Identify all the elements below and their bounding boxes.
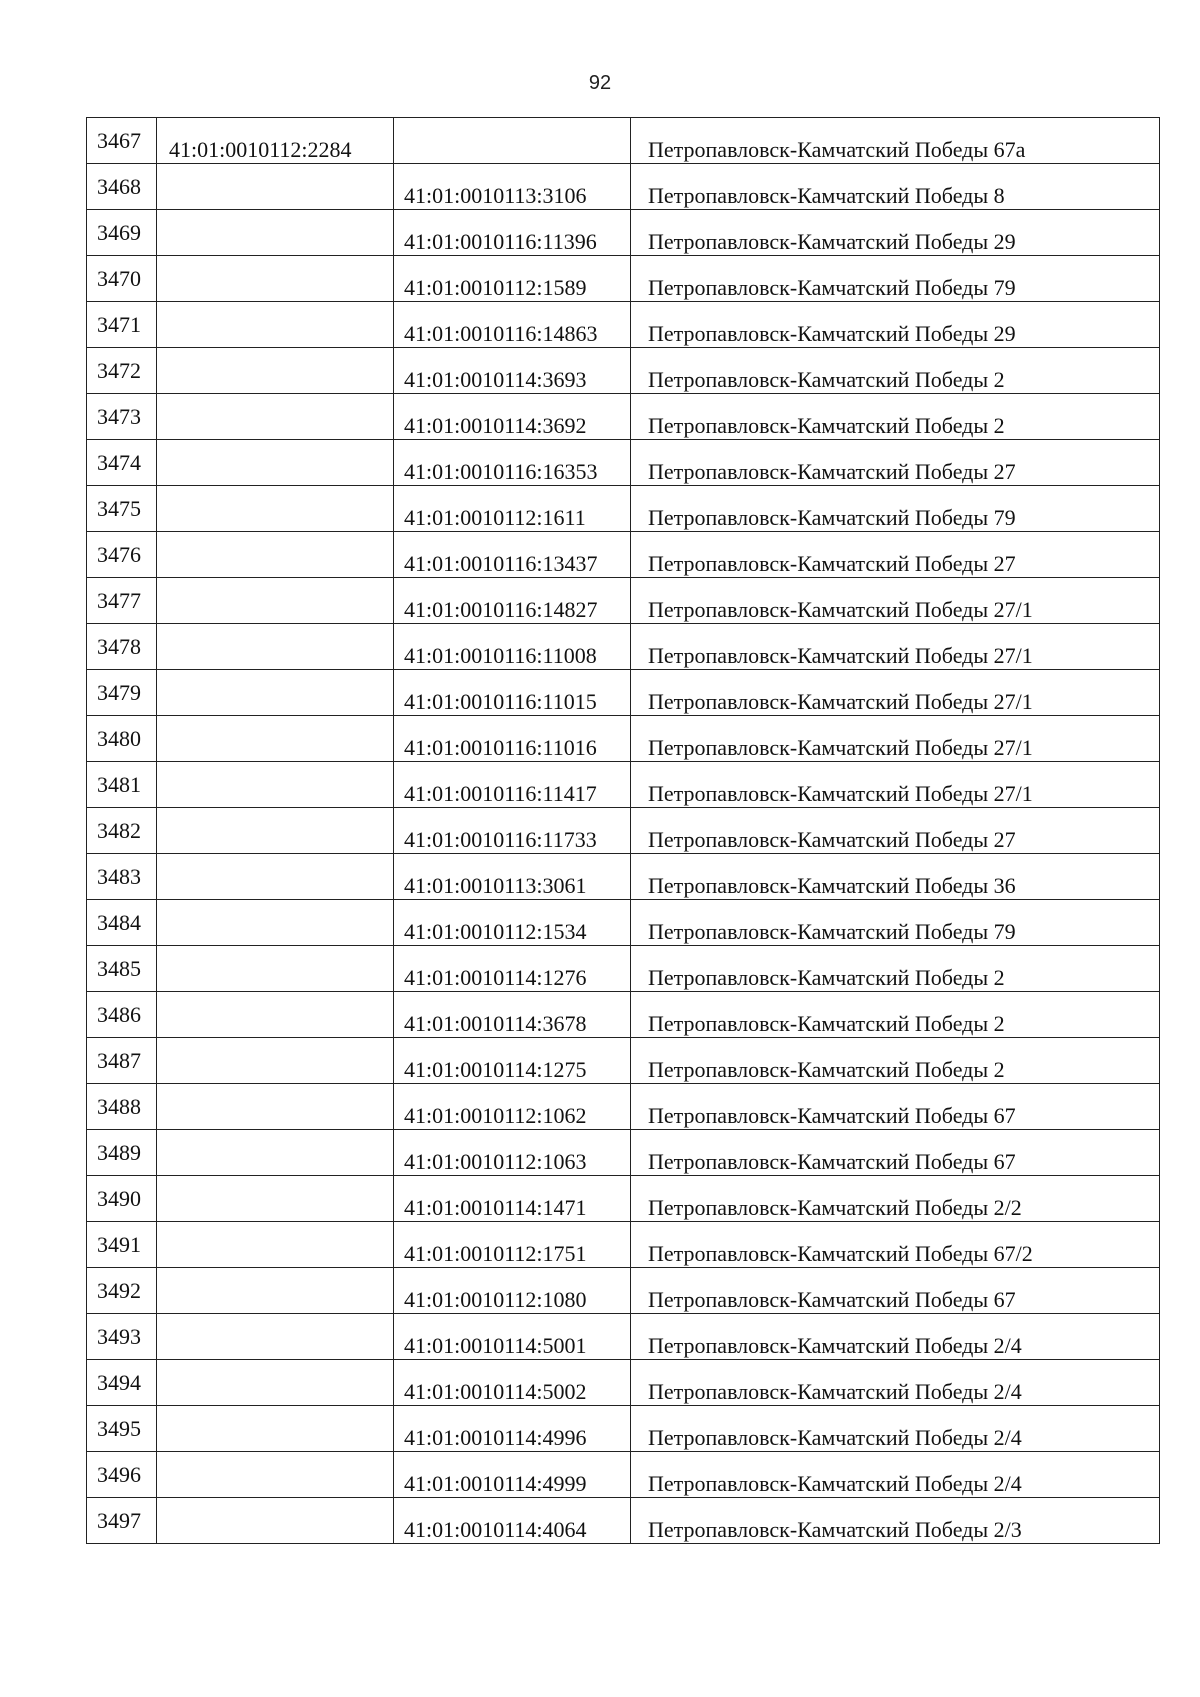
address-text: Петропавловск-Камчатский Победы 67/2 [648,1241,1033,1266]
table-row [87,624,1160,670]
row-number-cell [87,992,157,1038]
address-text: Петропавловск-Камчатский Победы 2 [648,413,1005,438]
row-number-cell [87,670,157,716]
address-cell [631,854,1160,900]
cadastral-number-2-cell [394,624,631,670]
cadastral-number-2-cell [394,946,631,992]
row-number-text: 3496 [97,1462,141,1487]
address-text: Петропавловск-Камчатский Победы 79 [648,505,1016,530]
row-number-text: 3495 [97,1416,141,1441]
address-text: Петропавловск-Камчатский Победы 29 [648,321,1016,346]
table-row [87,532,1160,578]
cadastral-number-2-cell [394,1314,631,1360]
address-text: Петропавловск-Камчатский Победы 27/1 [648,643,1033,668]
table-row [87,1498,1160,1544]
cadastral-number-1-cell [157,118,394,164]
row-number-text: 3488 [97,1094,141,1119]
row-number-cell [87,1038,157,1084]
cadastral-number-2-cell [394,716,631,762]
cadastral-number-2-text: 41:01:0010116:14827 [404,597,598,622]
address-text: Петропавловск-Камчатский Победы 2/4 [648,1379,1022,1404]
row-number-text: 3487 [97,1048,141,1073]
cadastral-number-2-cell [394,1130,631,1176]
row-number-cell [87,854,157,900]
address-cell [631,164,1160,210]
row-number-text: 3476 [97,542,141,567]
table-row [87,210,1160,256]
cadastral-number-2-cell [394,256,631,302]
row-number-text: 3490 [97,1186,141,1211]
cadastral-number-1-cell [157,1130,394,1176]
address-text: Петропавловск-Камчатский Победы 79 [648,275,1016,300]
cadastral-number-2-cell [394,1268,631,1314]
row-number-cell [87,256,157,302]
cadastral-number-2-cell [394,762,631,808]
address-cell [631,348,1160,394]
table-row [87,1268,1160,1314]
cadastral-number-2-text: 41:01:0010112:1080 [404,1287,587,1312]
cadastral-number-2-text: 41:01:0010112:1751 [404,1241,587,1266]
cadastral-number-2-cell [394,1038,631,1084]
row-number-cell [87,486,157,532]
address-text: Петропавловск-Камчатский Победы 2 [648,1057,1005,1082]
table-row [87,302,1160,348]
cadastral-number-2-cell [394,670,631,716]
table-row [87,670,1160,716]
cadastral-number-2-cell [394,1084,631,1130]
cadastral-number-2-text: 41:01:0010116:11016 [404,735,597,760]
cadastral-number-1-cell [157,210,394,256]
table-row [87,1038,1160,1084]
row-number-text: 3477 [97,588,141,613]
row-number-text: 3480 [97,726,141,751]
address-cell [631,440,1160,486]
table-row [87,1084,1160,1130]
cadastral-number-2-cell [394,348,631,394]
row-number-cell [87,808,157,854]
address-text: Петропавловск-Камчатский Победы 67а [648,137,1026,162]
cadastral-number-2-text: 41:01:0010112:1589 [404,275,587,300]
table-row [87,762,1160,808]
address-text: Петропавловск-Камчатский Победы 2/4 [648,1333,1022,1358]
cadastral-number-1-cell [157,762,394,808]
cadastral-number-1-cell [157,900,394,946]
row-number-text: 3469 [97,220,141,245]
table-row [87,256,1160,302]
address-text: Петропавловск-Камчатский Победы 67 [648,1103,1016,1128]
row-number-text: 3484 [97,910,141,935]
cadastral-number-1-cell [157,946,394,992]
cadastral-number-2-text: 41:01:0010114:3693 [404,367,587,392]
cadastral-number-2-text: 41:01:0010114:3692 [404,413,587,438]
row-number-cell [87,1406,157,1452]
cadastral-number-1-cell [157,1222,394,1268]
cadastral-number-2-text: 41:01:0010112:1063 [404,1149,587,1174]
row-number-cell [87,1360,157,1406]
row-number-text: 3473 [97,404,141,429]
cadastral-number-1-cell [157,1038,394,1084]
cadastral-number-2-text: 41:01:0010114:4999 [404,1471,587,1496]
address-text: Петропавловск-Камчатский Победы 2/4 [648,1471,1022,1496]
address-cell [631,1452,1160,1498]
row-number-cell [87,1498,157,1544]
row-number-cell [87,1176,157,1222]
row-number-text: 3467 [97,128,141,153]
address-text: Петропавловск-Камчатский Победы 36 [648,873,1016,898]
address-text: Петропавловск-Камчатский Победы 2 [648,965,1005,990]
cadastral-number-1-cell [157,1268,394,1314]
address-cell [631,762,1160,808]
address-text: Петропавловск-Камчатский Победы 27/1 [648,689,1033,714]
row-number-text: 3474 [97,450,141,475]
address-cell [631,1498,1160,1544]
cadastral-number-2-cell [394,394,631,440]
cadastral-number-2-text: 41:01:0010113:3106 [404,183,587,208]
address-cell [631,1038,1160,1084]
cadastral-number-1-text [157,1541,393,1543]
address-cell [631,808,1160,854]
cadastral-number-2-cell [394,1406,631,1452]
table-body [87,118,1160,1544]
row-number-cell [87,946,157,992]
cadastral-number-1-cell [157,302,394,348]
address-cell [631,256,1160,302]
row-number-cell [87,900,157,946]
cadastral-number-2-text: 41:01:0010116:11008 [404,643,597,668]
cadastral-number-1-cell [157,1452,394,1498]
row-number-text: 3485 [97,956,141,981]
address-cell [631,302,1160,348]
table-row [87,486,1160,532]
cadastral-number-1-cell [157,1084,394,1130]
cadastral-number-1-cell [157,670,394,716]
table-row [87,808,1160,854]
cadastral-number-2-cell [394,900,631,946]
cadastral-number-2-cell [394,808,631,854]
row-number-cell [87,1222,157,1268]
row-number-cell [87,348,157,394]
cadastral-number-2-cell [394,210,631,256]
table-row [87,854,1160,900]
cadastral-number-1-cell [157,486,394,532]
address-text: Петропавловск-Камчатский Победы 2 [648,1011,1005,1036]
address-cell [631,992,1160,1038]
cadastral-number-2-text: 41:01:0010114:1471 [404,1195,587,1220]
cadastral-number-1-cell [157,854,394,900]
property-registry-table [86,117,1160,1544]
address-text: Петропавловск-Камчатский Победы 27/1 [648,781,1033,806]
row-number-cell [87,164,157,210]
address-text: Петропавловск-Камчатский Победы 67 [648,1287,1016,1312]
cadastral-number-2-text: 41:01:0010116:11417 [404,781,597,806]
row-number-text: 3492 [97,1278,141,1303]
cadastral-number-1-cell [157,1360,394,1406]
table-row [87,716,1160,762]
address-text: Петропавловск-Камчатский Победы 27 [648,827,1016,852]
table-row [87,394,1160,440]
row-number-cell [87,118,157,164]
cadastral-number-2-text: 41:01:0010114:1276 [404,965,587,990]
row-number-cell [87,440,157,486]
row-number-text: 3468 [97,174,141,199]
cadastral-number-2-cell [394,532,631,578]
cadastral-number-2-cell [394,164,631,210]
cadastral-number-2-cell [394,1360,631,1406]
table-row [87,900,1160,946]
row-number-cell [87,394,157,440]
address-text: Петропавловск-Камчатский Победы 8 [648,183,1005,208]
row-number-text: 3486 [97,1002,141,1027]
address-cell [631,1406,1160,1452]
address-cell [631,624,1160,670]
cadastral-number-2-text: 41:01:0010116:11733 [404,827,597,852]
row-number-text: 3475 [97,496,141,521]
address-cell [631,210,1160,256]
row-number-cell [87,210,157,256]
cadastral-number-2-cell [394,1176,631,1222]
address-text: Петропавловск-Камчатский Победы 27 [648,459,1016,484]
address-cell [631,486,1160,532]
cadastral-number-2-text: 41:01:0010116:11015 [404,689,597,714]
cadastral-number-2-text: 41:01:0010116:14863 [404,321,598,346]
address-text: Петропавловск-Камчатский Победы 27 [648,551,1016,576]
cadastral-number-2-cell [394,1222,631,1268]
cadastral-number-1-cell [157,992,394,1038]
cadastral-number-1-cell [157,440,394,486]
address-cell [631,900,1160,946]
table-row [87,578,1160,624]
address-text: Петропавловск-Камчатский Победы 27/1 [648,597,1033,622]
row-number-cell [87,762,157,808]
cadastral-number-2-cell [394,854,631,900]
row-number-text: 3494 [97,1370,141,1395]
address-text: Петропавловск-Камчатский Победы 67 [648,1149,1016,1174]
cadastral-number-2-text: 41:01:0010114:4996 [404,1425,587,1450]
address-cell [631,1360,1160,1406]
row-number-text: 3470 [97,266,141,291]
row-number-cell [87,1452,157,1498]
row-number-text: 3493 [97,1324,141,1349]
row-number-cell [87,624,157,670]
cadastral-number-2-cell [394,118,631,164]
row-number-text: 3478 [97,634,141,659]
address-text: Петропавловск-Камчатский Победы 27/1 [648,735,1033,760]
cadastral-number-2-text: 41:01:0010112:1062 [404,1103,587,1128]
address-cell [631,532,1160,578]
table-row [87,1360,1160,1406]
row-number-text: 3482 [97,818,141,843]
cadastral-number-2-cell [394,440,631,486]
row-number-cell [87,1268,157,1314]
address-cell [631,1130,1160,1176]
table-row [87,1130,1160,1176]
table-row [87,946,1160,992]
table-row [87,1222,1160,1268]
row-number-cell [87,1314,157,1360]
cadastral-number-2-cell [394,302,631,348]
table-row [87,1406,1160,1452]
address-cell [631,1268,1160,1314]
address-text: Петропавловск-Камчатский Победы 2 [648,367,1005,392]
page-number: 92 [588,72,612,94]
table-row [87,440,1160,486]
cadastral-number-2-text: 41:01:0010112:1611 [404,505,586,530]
cadastral-number-2-text: 41:01:0010114:5002 [404,1379,587,1404]
table-row [87,992,1160,1038]
row-number-cell [87,716,157,762]
cadastral-number-1-cell [157,624,394,670]
row-number-cell [87,302,157,348]
cadastral-number-1-cell [157,164,394,210]
address-text: Петропавловск-Камчатский Победы 79 [648,919,1016,944]
cadastral-number-1-cell [157,1498,394,1544]
table-row [87,348,1160,394]
address-cell [631,1222,1160,1268]
row-number-text: 3471 [97,312,141,337]
address-cell [631,118,1160,164]
address-cell [631,1314,1160,1360]
cadastral-number-2-text: 41:01:0010114:5001 [404,1333,587,1358]
row-number-cell [87,578,157,624]
table-row [87,118,1160,164]
row-number-text: 3472 [97,358,141,383]
row-number-text: 3489 [97,1140,141,1165]
address-cell [631,716,1160,762]
address-cell [631,394,1160,440]
cadastral-number-2-text: 41:01:0010114:1275 [404,1057,587,1082]
address-text: Петропавловск-Камчатский Победы 2/4 [648,1425,1022,1450]
cadastral-number-2-cell [394,486,631,532]
address-cell [631,1176,1160,1222]
row-number-text: 3481 [97,772,141,797]
row-number-text: 3497 [97,1508,141,1533]
row-number-cell [87,1130,157,1176]
cadastral-number-1-cell [157,716,394,762]
address-cell [631,946,1160,992]
cadastral-number-2-text: 41:01:0010116:13437 [404,551,598,576]
cadastral-number-2-cell [394,992,631,1038]
address-text: Петропавловск-Камчатский Победы 2/2 [648,1195,1022,1220]
address-cell [631,670,1160,716]
row-number-cell [87,532,157,578]
cadastral-number-2-cell [394,1452,631,1498]
cadastral-number-1-cell [157,348,394,394]
cadastral-number-2-text: 41:01:0010114:4064 [404,1517,587,1542]
address-cell [631,578,1160,624]
cadastral-number-1-cell [157,256,394,302]
cadastral-number-2-text: 41:01:0010116:16353 [404,459,598,484]
address-cell [631,1084,1160,1130]
cadastral-number-2-text: 41:01:0010112:1534 [404,919,587,944]
cadastral-number-1-cell [157,532,394,578]
cadastral-number-1-cell [157,1314,394,1360]
cadastral-number-2-text: 41:01:0010114:3678 [404,1011,587,1036]
row-number-text: 3483 [97,864,141,889]
cadastral-number-1-text: 41:01:0010112:2284 [169,137,352,162]
row-number-text: 3491 [97,1232,141,1257]
address-text: Петропавловск-Камчатский Победы 2/3 [648,1517,1022,1542]
cadastral-number-2-cell [394,1498,631,1544]
table-row [87,1452,1160,1498]
cadastral-number-2-text: 41:01:0010113:3061 [404,873,587,898]
cadastral-number-1-cell [157,808,394,854]
cadastral-number-1-cell [157,578,394,624]
table-row [87,1314,1160,1360]
cadastral-number-2-text: 41:01:0010116:11396 [404,229,597,254]
cadastral-number-2-cell [394,578,631,624]
cadastral-number-1-cell [157,1176,394,1222]
cadastral-number-1-cell [157,394,394,440]
cadastral-number-1-cell [157,1406,394,1452]
address-text: Петропавловск-Камчатский Победы 29 [648,229,1016,254]
table-row [87,1176,1160,1222]
table-row [87,164,1160,210]
row-number-text: 3479 [97,680,141,705]
row-number-cell [87,1084,157,1130]
